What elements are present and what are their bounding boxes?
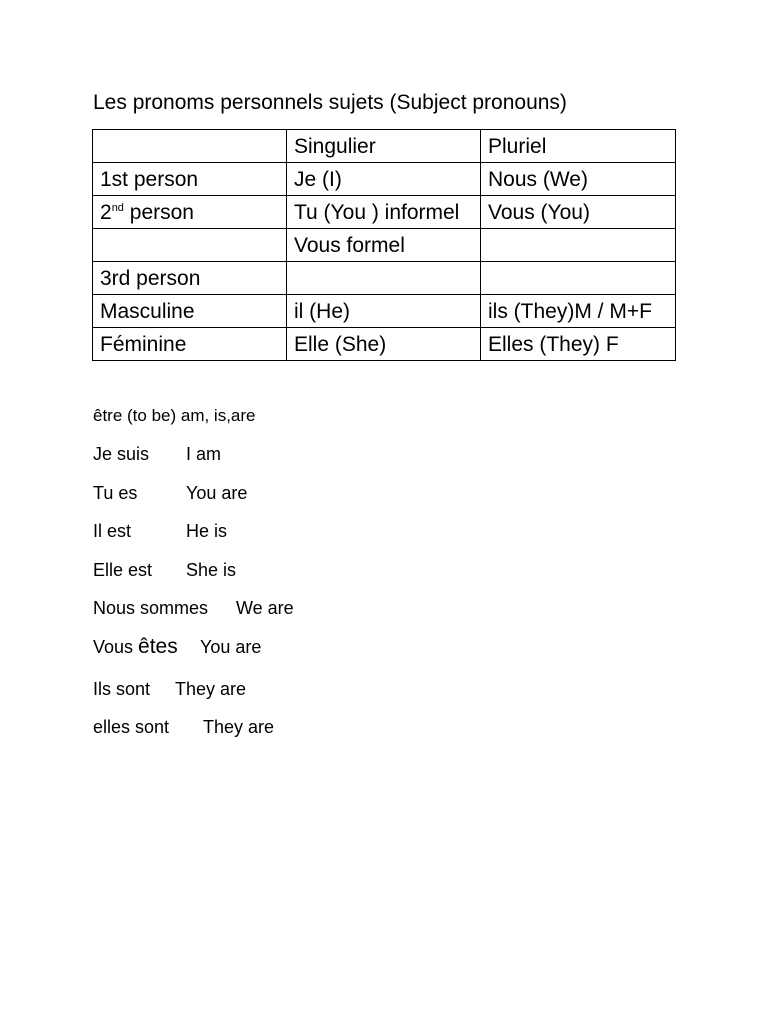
french-form: Je suis [93,444,150,464]
french-form: Elle est [93,560,153,580]
table-row [93,295,676,328]
english-form: You are [200,637,262,657]
english-form: He is [186,521,228,541]
conjugation-line [93,559,236,581]
conjugation-line [93,520,227,542]
table-row [93,328,676,361]
table-row [93,196,676,229]
ordinal-suffix: nd [111,202,124,214]
singular-cell [287,262,481,295]
person-label: person [123,201,194,224]
table-header-cell [93,130,287,163]
person-cell: 3rd person [93,262,287,295]
table-header-cell: Singulier [287,130,481,163]
plural-cell: ils (They)M / M+F [481,295,676,328]
english-form: They are [175,679,247,699]
conjugation-line [93,597,294,619]
table-header-cell: Pluriel [481,130,676,163]
plural-cell: Nous (We) [481,163,676,196]
ordinal-number: 2 [100,201,112,224]
plural-cell [481,229,676,262]
table-header-row [93,130,676,163]
conjugation-line [93,482,247,504]
singular-cell: il (He) [287,295,481,328]
person-cell: Féminine [93,328,287,361]
plural-cell [481,262,676,295]
english-form: She is [186,560,237,580]
singular-cell: Elle (She) [287,328,481,361]
english-form: They are [203,717,275,737]
verb-heading: être (to be) am, is,are [93,406,256,425]
french-pronoun: Vous [93,637,139,657]
plural-cell: Elles (They) F [481,328,676,361]
table-row [93,229,676,262]
plural-cell: Vous (You) [481,196,676,229]
table-row [93,163,676,196]
french-form: Tu es [93,483,138,503]
person-cell [93,196,287,229]
french-form: Il est [93,521,132,541]
pronoun-table [92,129,676,361]
person-cell: 1st person [93,163,287,196]
singular-cell: Je (I) [287,163,481,196]
english-form: You are [186,483,248,503]
french-form: Nous sommes [93,598,209,618]
french-form: Ils sont [93,679,151,699]
french-verb: êtes [138,635,178,658]
conjugation-line [93,678,246,700]
conjugation-line [93,716,274,738]
conjugation-line [93,443,221,465]
french-form: elles sont [93,717,170,737]
person-cell [93,229,287,262]
english-form: I am [186,444,222,464]
english-form: We are [236,598,294,618]
french-form [93,636,200,658]
singular-cell: Vous formel [287,229,481,262]
conjugation-line [93,636,261,658]
person-cell: Masculine [93,295,287,328]
singular-cell: Tu (You ) informel [287,196,481,229]
document-title: Les pronoms personnels sujets (Subject pronouns) [93,91,567,114]
table-row [93,262,676,295]
